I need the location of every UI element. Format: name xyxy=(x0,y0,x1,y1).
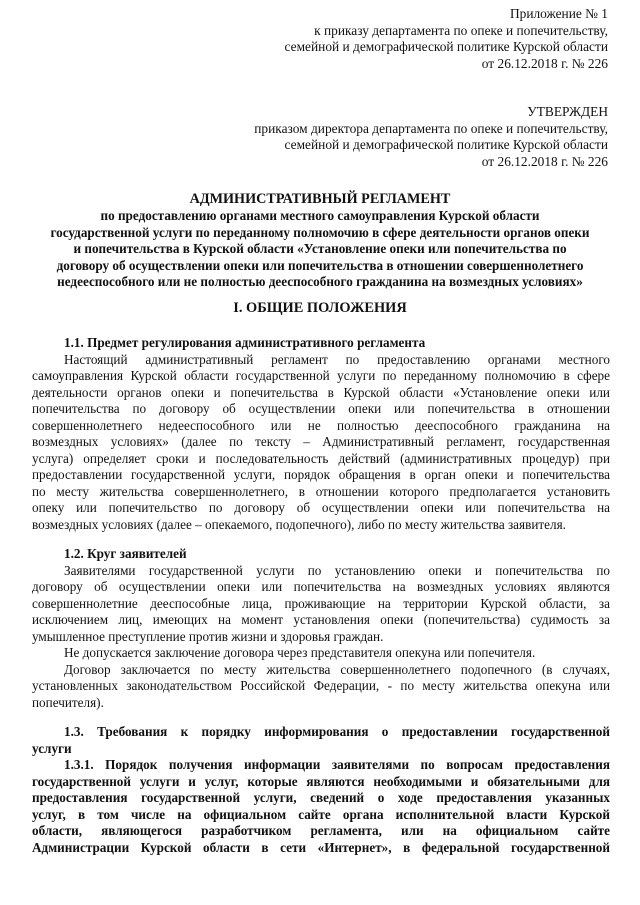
subsection-heading: 1.2. Круг заявителей xyxy=(64,546,187,561)
paragraph-line: Настоящий административный регламент по предоставлению органами местного xyxy=(64,351,610,367)
paragraph-line: услуга) определяет сроки и последовательность действий (административных процедур) при xyxy=(32,450,610,466)
paragraph-line: Администрации Курской области в сети «Интернет», в федеральной государственной xyxy=(32,839,610,855)
title-subtitle-line: и попечительства в Курской области «Установление опеки или попечительства по xyxy=(73,241,567,257)
paragraph-line: попечителя). xyxy=(32,694,104,710)
paragraph-line: возмездных условиях» (далее по тексту – Административный регламент, государственная xyxy=(32,434,610,450)
paragraph-line: Договор заключается по месту жительства совершеннолетнего подопечного (в случаях, xyxy=(64,661,610,677)
approval-title: УТВЕРЖДЕН xyxy=(527,104,608,119)
section-1-1 xyxy=(32,335,610,534)
approval-block xyxy=(254,104,608,170)
appendix-title: Приложение № 1 xyxy=(509,6,608,21)
section-heading: I. ОБЩИЕ ПОЛОЖЕНИЯ xyxy=(233,300,407,316)
paragraph-line: деятельности органов опеки и попечительства в Курской области «Установление опеки или xyxy=(32,384,610,400)
paragraph-line: самоуправления Курской области государственной услуги по переданному полномочию в сфере xyxy=(32,368,610,384)
paragraph-line: возмездных условиях (далее – опекаемого, подопечного), либо по месту жительства заявителя. xyxy=(32,517,566,533)
appendix-order-line: к приказу департамента по опеке и попечительству, xyxy=(314,22,608,38)
paragraph-line: по месту жительства совершеннолетнего, в отношении которого предполагается установить xyxy=(32,483,610,499)
paragraph-line: установленных законодательством Российской Федерации, - по месту жительства опекуна или xyxy=(32,678,610,694)
paragraph-line: Заявителями государственной услуги по установлению опеки и попечительства по xyxy=(64,562,610,578)
appendix-date-line: от 26.12.2018 г. № 226 xyxy=(481,55,608,71)
paragraph-line: области, являющегося разработчиком регламента, или на официальном сайте xyxy=(32,823,610,839)
paragraph-line: договору об осуществлении опеки или попечительства на возмездных условиях являются xyxy=(32,579,610,595)
appendix-block xyxy=(285,6,608,72)
approval-order-line: приказом директора департамента по опеке и попечительству, xyxy=(254,120,608,136)
subsection-heading: 1.3. Требования к порядку информирования о предоставлении государственной xyxy=(64,724,610,739)
section-1-2 xyxy=(32,546,610,711)
section-1-3 xyxy=(32,724,610,856)
paragraph-line: государственной услуги и услуг, которые являются необходимыми и обязательными для xyxy=(32,773,610,789)
paragraph-line: умышленное преступление против жизни и здоровья граждан. xyxy=(32,628,384,644)
paragraph-line: услуг, в том числе на официальном сайте органа исполнительной власти Курской xyxy=(32,806,610,822)
title-main: АДМИНИСТРАТИВНЫЙ РЕГЛАМЕНТ xyxy=(189,191,451,207)
title-subtitle-line: договору об осуществлении опеки или попечительства в отношении совершеннолетнего xyxy=(56,257,584,273)
paragraph-line: исключением лиц, имеющих на момент установления опеки (попечительства) судимость за xyxy=(32,612,610,628)
paragraph-line: опеку или попечительство по договору об осуществлении опеки или попечительства на xyxy=(32,500,610,516)
paragraph-line: предоставлении государственной услуги, порядок обращения в орган опеки и попечительства xyxy=(32,467,610,483)
title-subtitle-line: государственной услуги по переданному полномочию в сфере деятельности органов опеки xyxy=(50,224,590,240)
approval-date-line: от 26.12.2018 г. № 226 xyxy=(481,153,608,169)
subsection-heading: 1.1. Предмет регулирования административного регламента xyxy=(64,335,426,350)
document-title xyxy=(30,190,610,291)
title-subtitle-line: по предоставлению органами местного самоуправления Курской области xyxy=(100,208,540,223)
paragraph-line: предоставления государственной услуги, сведений о ходе предоставления указанных xyxy=(32,790,610,806)
subsection-heading-cont: услуги xyxy=(32,740,72,756)
approval-department-line: семейной и демографической политике Курской области xyxy=(284,137,608,152)
paragraph-line: Не допускается заключение договора через представителя опекуна или попечителя. xyxy=(64,645,536,661)
paragraph-line: 1.3.1. Порядок получения информации заявителями по вопросам предоставления xyxy=(64,757,610,773)
paragraph-line: совершеннолетнего недееспособного или не полностью дееспособного гражданина на xyxy=(32,417,610,433)
appendix-department-line: семейной и демографической политике Курской области xyxy=(284,39,608,54)
title-subtitle-line: недееспособного или не полностью дееспособного гражданина на возмездных условиях» xyxy=(57,274,583,290)
paragraph-line: попечительства по договору об осуществлении опеки или попечительства в отношении xyxy=(32,401,610,417)
paragraph-line: совершеннолетние дееспособные лица, проживающие на территории Курской области, за xyxy=(32,595,610,611)
